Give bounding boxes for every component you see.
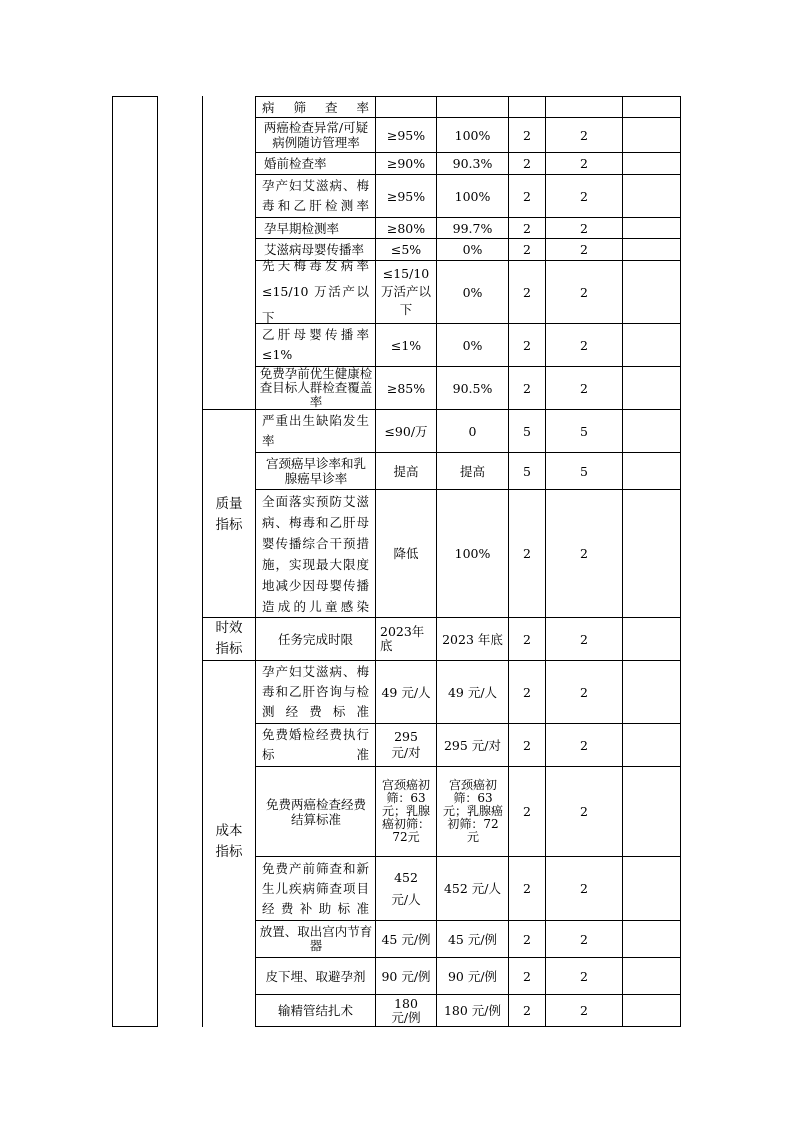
actual-value-cell: 295 元/对 [443,737,502,753]
weight-cell: 2 [523,737,531,753]
indicator-cell: 艾滋病母婴传播率 [264,242,365,257]
target-value-cell: ≥95% [386,127,426,143]
score-cell: 2 [580,127,588,143]
actual-value-cell: 100% [454,546,491,561]
actual-value-cell: 180 元/例 [443,1003,502,1018]
actual-value-cell: 2023 年底 [442,631,503,647]
weight-cell: 2 [523,1003,531,1018]
weight-cell: 2 [523,242,531,257]
score-cell: 2 [580,188,588,204]
weight-cell: 2 [523,337,531,353]
target-value-cell: ≥90% [386,156,426,171]
actual-value-cell: 100% [454,127,491,143]
score-cell: 5 [580,423,588,439]
score-cell: 2 [580,737,588,753]
weight-cell: 2 [523,931,531,947]
target-value-cell: ≥85% [386,380,426,396]
score-cell: 2 [580,931,588,947]
indicator-cell: 先天梅毒发病率≤15/10 万活产以下 [262,258,369,325]
actual-value-cell: 宫颈癌初筛：63 元；乳腺癌初筛：72 元 [442,778,503,844]
target-value-cell: ≤5% [390,242,422,257]
category-label-timeliness: 时效指标 [215,620,243,657]
weight-cell: 2 [523,546,531,561]
indicator-cell: 病筛查率 [262,99,369,115]
indicator-cell: 任务完成时限 [277,631,353,647]
weight-cell: 2 [523,631,531,647]
weight-cell: 2 [523,881,531,896]
target-value-cell: 提高 [393,463,419,479]
actual-value-cell: 0% [462,242,483,257]
weight-cell: 2 [523,968,531,984]
indicator-cell: 皮下埋、取避孕剂 [265,968,366,984]
target-value-cell: ≤15/10万活产以下 [380,266,431,317]
indicator-cell: 孕产妇艾滋病、梅毒和乙肝咨询与检测经费标准 [262,664,369,719]
score-cell: 2 [580,631,588,647]
weight-cell: 5 [523,463,531,479]
indicator-cell: 全面落实预防艾滋病、梅毒和乙肝母婴传播综合干预措施，实现最大限度地减少因母婴传播造成的儿童感染 [262,493,369,614]
score-cell: 2 [580,684,588,700]
target-value-cell: 降低 [393,546,419,561]
target-value-cell: ≥80% [386,220,426,236]
category-label-cost: 成本指标 [215,823,243,860]
target-value-cell: 45 元/例 [381,931,431,947]
category-label-quality: 质量指标 [215,496,243,533]
actual-value-cell: 0% [462,337,483,353]
target-value-cell: 90 元/例 [381,968,431,984]
indicator-cell: 免费孕前优生健康检查目标人群检查覆盖率 [259,366,373,409]
actual-value-cell: 0 [468,423,477,439]
target-value-cell: ≤90/万 [384,423,428,439]
indicator-cell: 严重出生缺陷发生率 [262,413,369,448]
table-border [622,96,623,1027]
indicator-cell: 婚前检查率 [264,156,327,171]
weight-cell: 2 [523,804,531,819]
target-value-cell: 295 元/对 [391,729,421,760]
indicator-cell: 输精管结扎术 [277,1003,353,1018]
indicator-cell: 免费婚检经费执行标准 [262,727,369,762]
actual-value-cell: 0% [462,284,483,300]
actual-value-cell: 90.3% [452,156,493,171]
actual-value-cell: 100% [454,188,491,204]
target-value-cell: 2023年底 [380,624,425,653]
score-cell: 2 [580,284,588,300]
score-cell: 2 [580,546,588,561]
table-border [680,96,681,1027]
weight-cell: 2 [523,156,531,171]
indicator-cell: 免费产前筛查和新生儿疾病筛查项目经费补助标准 [262,860,369,916]
score-cell: 2 [580,156,588,171]
actual-value-cell: 452 元/人 [443,881,502,896]
score-cell: 2 [580,968,588,984]
weight-cell: 2 [523,220,531,236]
indicator-cell: 免费两癌检查经费结算标准 [265,796,366,827]
score-cell: 2 [580,804,588,819]
indicator-cell: 宫颈癌早诊率和乳腺癌早诊率 [265,456,366,486]
actual-value-cell: 提高 [459,463,485,479]
target-value-cell: ≤1% [390,337,422,353]
score-cell: 2 [580,881,588,896]
weight-cell: 5 [523,423,531,439]
indicator-cell: 孕产妇艾滋病、梅毒和乙肝检测率 [262,178,369,213]
actual-value-cell: 45 元/例 [447,931,498,947]
table-border [255,1026,681,1027]
target-value-cell: 180 元/例 [391,995,421,1025]
indicator-cell: 孕早期检测率 [264,220,340,236]
indicator-cell: 两癌检查异常/可疑病例随访管理率 [263,120,369,150]
weight-cell: 2 [523,188,531,204]
weight-cell: 2 [523,380,531,396]
target-value-cell: 宫颈癌初筛：63元；乳腺癌初筛：72元 [381,778,430,844]
score-cell: 2 [580,242,588,257]
target-value-cell: 49 元/人 [381,684,431,700]
weight-cell: 2 [523,127,531,143]
table-border [112,1026,158,1027]
table-border [157,96,158,1027]
score-cell: 2 [580,1003,588,1018]
score-cell: 2 [580,380,588,396]
table-border [112,96,158,97]
table-border [112,96,113,1027]
weight-cell: 2 [523,284,531,300]
actual-value-cell: 90 元/例 [447,968,498,984]
target-value-cell: ≥95% [386,188,426,204]
actual-value-cell: 99.7% [452,220,493,236]
actual-value-cell: 49 元/人 [447,684,498,700]
indicator-cell: 放置、取出宫内节育器 [259,924,373,953]
weight-cell: 2 [523,684,531,700]
actual-value-cell: 90.5% [452,380,493,396]
score-cell: 2 [580,220,588,236]
target-value-cell: 452 元/人 [391,869,421,907]
score-cell: 5 [580,463,588,479]
indicator-cell: 乙肝母婴传播率≤1% [262,327,369,362]
table-border [202,96,203,1027]
score-cell: 2 [580,337,588,353]
